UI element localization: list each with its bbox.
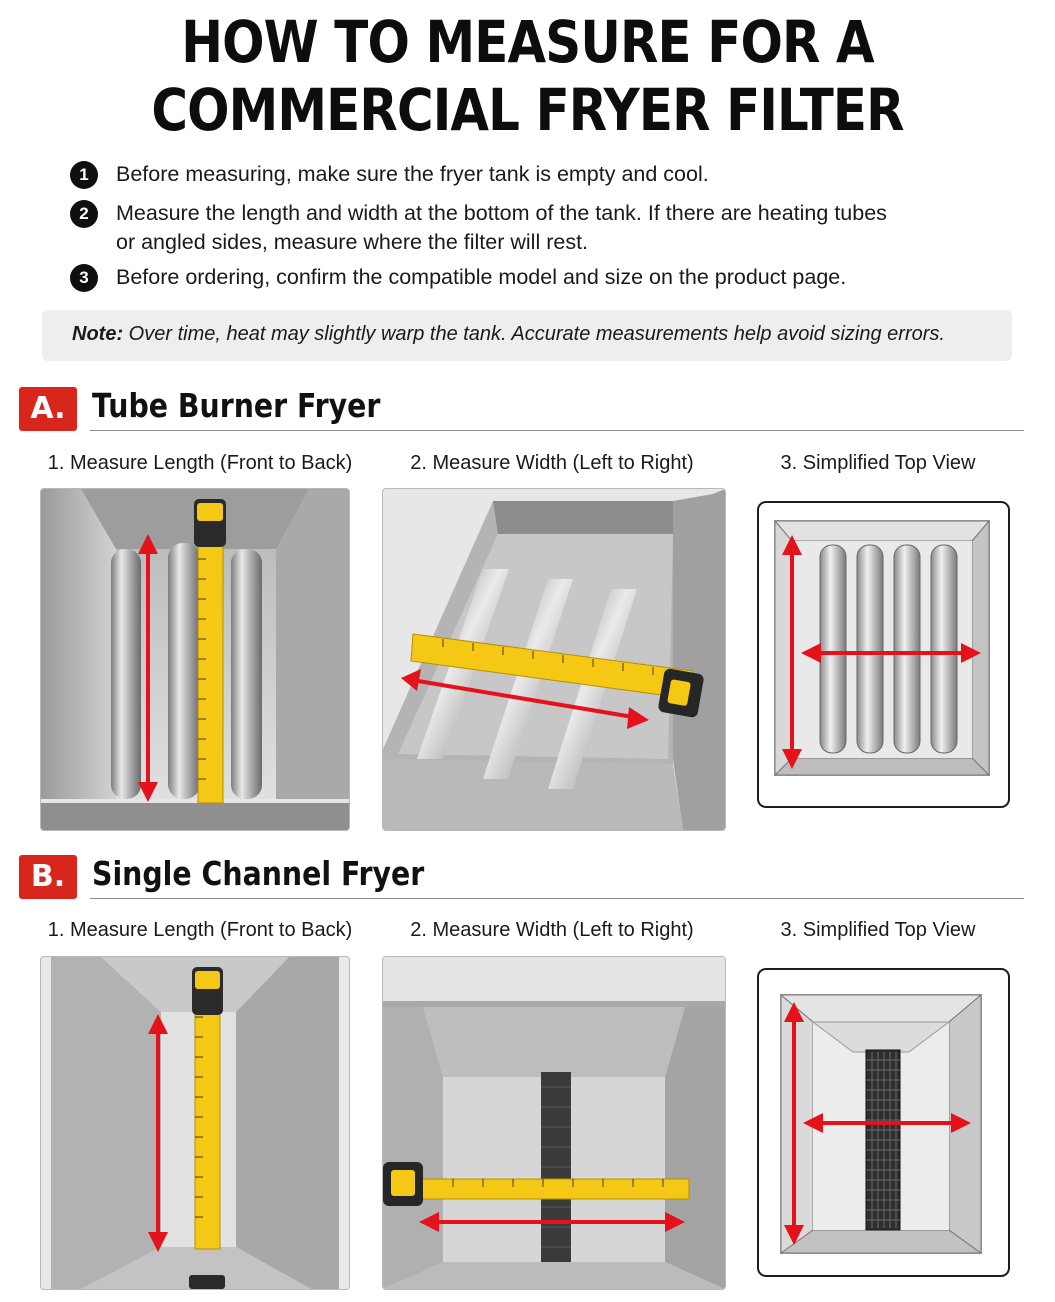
section-a-caption-2: 2. Measure Width (Left to Right) bbox=[410, 452, 694, 474]
section-b-badge: B. bbox=[19, 855, 77, 899]
tube-fryer-length-photo bbox=[40, 488, 350, 831]
section-a-caption-3: 3. Simplified Top View bbox=[780, 452, 976, 474]
page-title-line-2: COMMERCIAL FRYER FILTER bbox=[151, 76, 904, 144]
note-label: Note: bbox=[72, 323, 124, 345]
channel-fryer-length-photo bbox=[40, 956, 350, 1290]
section-b-caption-3: 3. Simplified Top View bbox=[780, 919, 976, 941]
step-text-2: Measure the length and width at the bottom of the tank. If there are heating tubes or angled sides, measure where the filter will rest. bbox=[116, 201, 887, 254]
section-a-divider bbox=[90, 430, 1024, 431]
section-b-divider bbox=[90, 898, 1024, 899]
channel-fryer-width-photo bbox=[382, 956, 726, 1290]
step-number-1: 1 bbox=[70, 161, 98, 189]
channel-fryer-top-view-diagram bbox=[757, 968, 1010, 1277]
section-b-title: Single Channel Fryer bbox=[92, 854, 425, 893]
step-text-1: Before measuring, make sure the fryer tank is empty and cool. bbox=[116, 162, 709, 186]
step-number-3: 3 bbox=[70, 264, 98, 292]
step-1 bbox=[70, 160, 956, 189]
tube-fryer-top-view-diagram bbox=[757, 501, 1010, 808]
note-text: Over time, heat may slightly warp the tank. Accurate measurements help avoid sizing errors. bbox=[128, 323, 945, 345]
note-box bbox=[42, 310, 1012, 361]
step-text-3: Before ordering, confirm the compatible model and size on the product page. bbox=[116, 265, 847, 289]
page-title-line-1: HOW TO MEASURE FOR A bbox=[181, 8, 874, 76]
step-number-2: 2 bbox=[70, 200, 98, 228]
section-a-caption-1: 1. Measure Length (Front to Back) bbox=[47, 452, 353, 474]
tube-fryer-width-photo bbox=[382, 488, 726, 831]
section-a-title: Tube Burner Fryer bbox=[92, 386, 381, 425]
section-a-badge: A. bbox=[19, 387, 77, 431]
step-3 bbox=[70, 263, 956, 292]
step-2 bbox=[70, 199, 906, 257]
page-title bbox=[74, 8, 981, 144]
section-b-caption-1: 1. Measure Length (Front to Back) bbox=[47, 919, 353, 941]
section-b-caption-2: 2. Measure Width (Left to Right) bbox=[410, 919, 694, 941]
